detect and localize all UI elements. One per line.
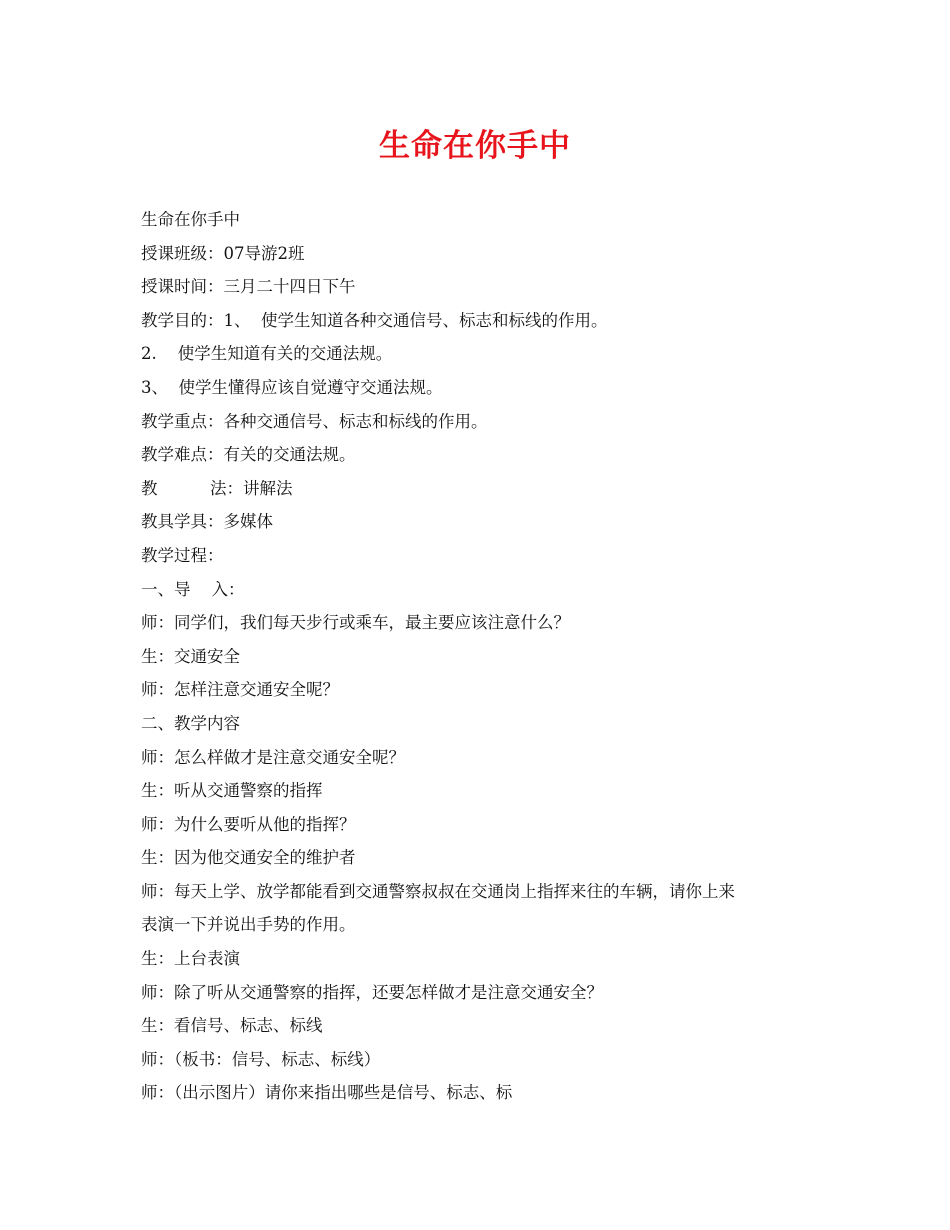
body-line: 教学目的：1、 使学生知道各种交通信号、标志和标线的作用。 [141, 310, 608, 330]
body-line: 生命在你手中 [141, 210, 240, 229]
body-line: 师：（板书：信号、标志、标线） [141, 1049, 381, 1069]
body-line: 教学重点：各种交通信号、标志和标线的作用。 [141, 411, 488, 431]
body-line: 教 法：讲解法 [141, 478, 293, 498]
body-line: 一、导 入： [141, 579, 245, 599]
body-line: 授课班级：07导游2班 [141, 243, 305, 263]
body-line: 授课时间：三月二十四日下午 [141, 277, 356, 297]
body-line: 生：听从交通警察的指挥 [141, 781, 323, 801]
body-line: 师：为什么要听从他的指挥？ [141, 814, 356, 834]
body-line: 教学过程： [141, 545, 224, 565]
body-line: 生：上台表演 [141, 949, 240, 969]
body-line: 教学难点：有关的交通法规。 [141, 445, 356, 465]
body-line: 师：每天上学、放学都能看到交通警察叔叔在交通岗上指挥来往的车辆，请你上来 [141, 881, 735, 901]
body-line: 师：同学们，我们每天步行或乘车，最主要应该注意什么？ [141, 613, 570, 633]
body-line: 2. 使学生知道有关的交通法规。 [141, 344, 393, 364]
document-body [141, 203, 821, 1110]
body-line: 师：怎么样做才是注意交通安全呢？ [141, 747, 405, 767]
body-line: 师：（出示图片）请你来指出哪些是信号、标志、标 [141, 1083, 513, 1103]
document-title: 生命在你手中 [379, 128, 571, 164]
body-line: 师：怎样注意交通安全呢？ [141, 680, 339, 700]
body-line: 表演一下并说出手势的作用。 [141, 915, 356, 935]
body-line: 生：看信号、标志、标线 [141, 1016, 323, 1036]
body-line: 生：因为他交通安全的维护者 [141, 848, 356, 868]
body-line: 3、 使学生懂得应该自觉遵守交通法规。 [141, 377, 443, 397]
body-line: 二、教学内容 [141, 713, 240, 733]
body-line: 教具学具：多媒体 [141, 512, 273, 532]
body-line: 师：除了听从交通警察的指挥，还要怎样做才是注意交通安全？ [141, 982, 603, 1002]
body-line: 生：交通安全 [141, 646, 240, 666]
